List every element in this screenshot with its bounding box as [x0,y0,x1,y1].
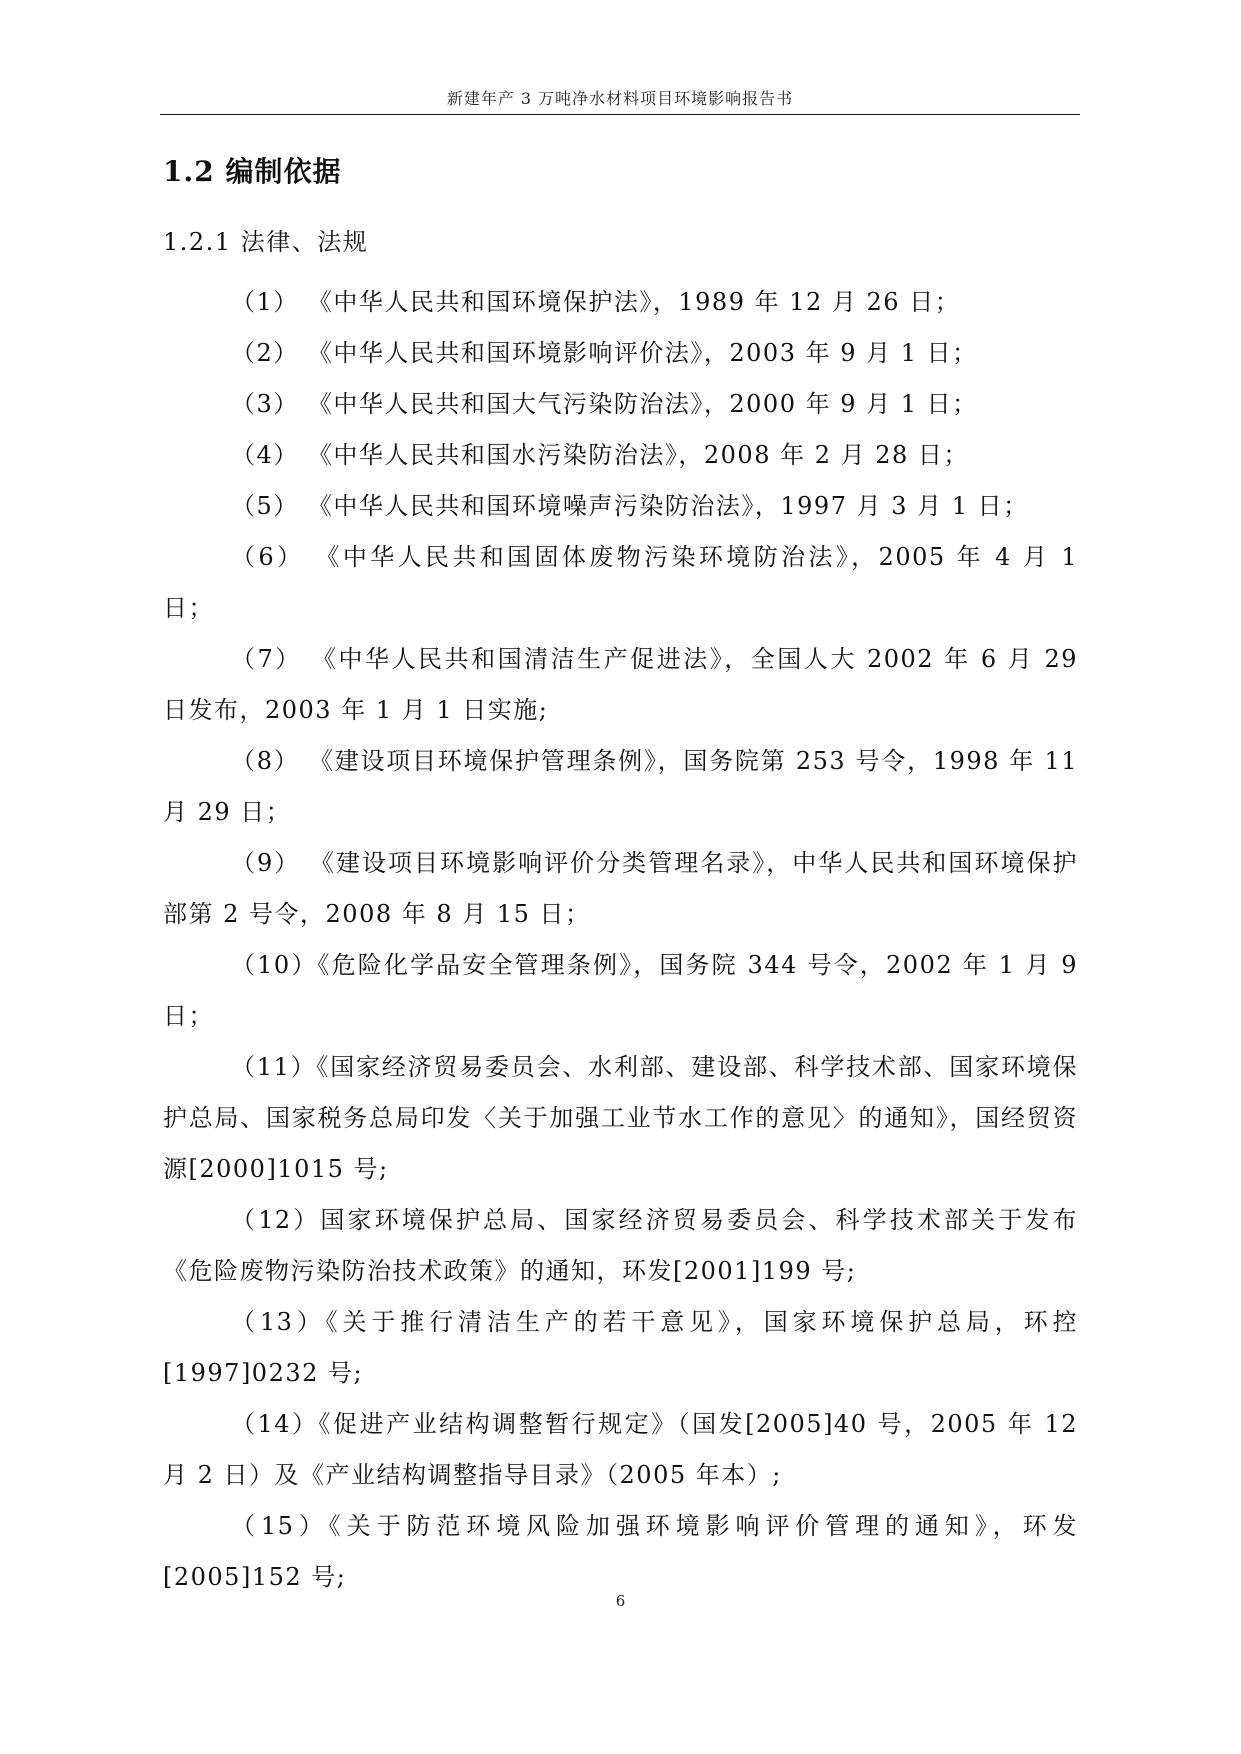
header-divider [160,114,1080,115]
list-item: （15）《关于防范环境风险加强环境影响评价管理的通知》，环发[2005]152 号; [163,1512,1078,1591]
subsection-heading: 1.2.1 法律、法规 [163,228,369,256]
list-item: （2） 《中华人民共和国环境影响评价法》，2003 年 9 月 1 日； [231,339,978,367]
list-item: （3） 《中华人民共和国大气污染防治法》，2000 年 9 月 1 日； [231,390,978,418]
list-item: （6） 《中华人民共和国固体废物污染环境防治法》，2005 年 4 月 1 日； [163,543,1078,622]
list-item: （8） 《建设项目环境保护管理条例》，国务院第 253 号令，1998 年 11 月 29 日； [163,747,1078,826]
list-item: （14）《促进产业结构调整暂行规定》（国发[2005]40 号，2005 年 12 月 2 日）及《产业结构调整指导目录》（2005 年本）; [163,1410,1078,1489]
list-item: （4） 《中华人民共和国水污染防治法》，2008 年 2 月 28 日； [231,441,969,469]
list-item: （1） 《中华人民共和国环境保护法》，1989 年 12 月 26 日； [231,288,961,316]
section-heading: 1.2 编制依据 [163,155,342,188]
list-item: （12）国家环境保护总局、国家经济贸易委员会、科学技术部关于发布《危险废物污染防治技术政策》的通知，环发[2001]199 号; [163,1206,1078,1285]
list-item: （9） 《建设项目环境影响评价分类管理名录》，中华人民共和国环境保护部第 2 号令，2008 年 8 月 15 日； [163,849,1078,928]
list-item: （13）《关于推行清洁生产的若干意见》，国家环境保护总局，环控[1997]0232 号; [163,1308,1078,1387]
list-item: （7） 《中华人民共和国清洁生产促进法》，全国人大 2002 年 6 月 29 日发布，2003 年 1 月 1 日实施; [163,645,1078,724]
regulation-list [163,277,1078,1603]
page-number: 6 [615,1592,626,1610]
list-item: （5） 《中华人民共和国环境噪声污染防治法》，1997 月 3 月 1 日； [231,492,1029,520]
list-item: （10）《危险化学品安全管理条例》，国务院 344 号令，2002 年 1 月 9 日； [163,951,1078,1030]
list-item: （11）《国家经济贸易委员会、水利部、建设部、科学技术部、国家环境保护总局、国家税务总局印发〈关于加强工业节水工作的意见〉的通知》，国经贸资源[2000]1015 号; [163,1053,1078,1183]
running-header: 新建年产 3 万吨净水材料项目环境影响报告书 [446,89,794,108]
